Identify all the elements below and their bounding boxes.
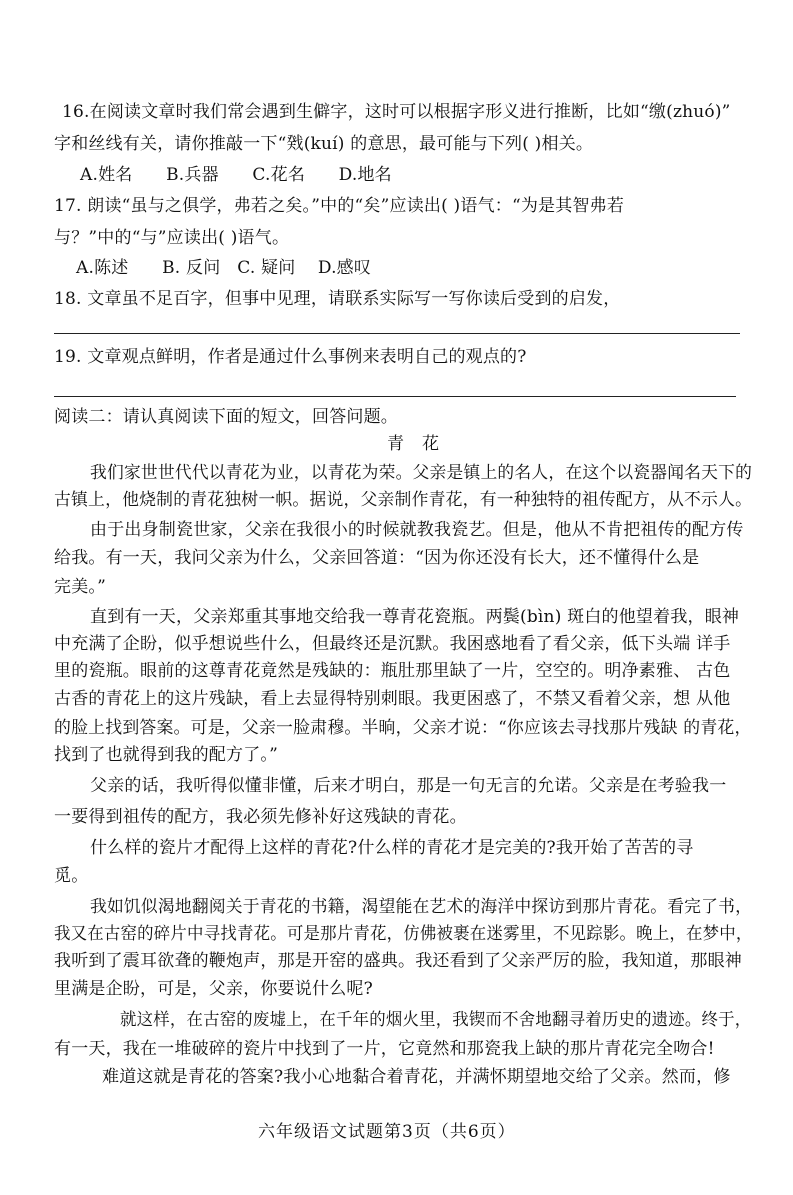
- passage-line: 觅。: [54, 866, 89, 886]
- passage-title: 青花: [387, 434, 457, 454]
- passage-line: 古镇上，他烧制的青花独树一帜。据说，父亲制作青花，有一种独特的祖传配方，从不示人。: [54, 490, 753, 510]
- q17-line2: 与？”中的“与”应读出( )语气。: [54, 228, 290, 248]
- passage-line: 我如饥似渴地翻阅关于青花的书籍，渴望能在艺术的海洋中探访到那片青花。看完了书，: [90, 897, 753, 917]
- passage-line: 什么样的瓷片才配得上这样的青花?什么样的青花才是完美的?我开始了苦苦的寻: [90, 838, 694, 858]
- passage-line: 有一天，我在一堆破碎的瓷片中找到了一片，它竟然和那瓷我上缺的那片青花完全吻合!: [54, 1039, 715, 1059]
- passage-line: 由于出身制瓷世家，父亲在我很小的时候就教我瓷艺。但是，他从不肯把祖传的配方传: [90, 520, 744, 540]
- passage-line: 我们家世世代代以青花为业，以青花为荣。父亲是镇上的名人，在这个以瓷器闻名天下的: [90, 463, 753, 483]
- passage-line: 完美。”: [54, 577, 106, 597]
- q19-text: 19. 文章观点鲜明，作者是通过什么事例来表明自己的观点的?: [54, 347, 527, 367]
- passage-line: 古香的青花上的这片残缺，看上去显得特别刺眼。我更困惑了，不禁又看着父亲，想 从他: [54, 689, 731, 709]
- q18-answer-line[interactable]: [54, 333, 740, 334]
- reading2-intro: 阅读二：请认真阅读下面的短文，回答问题。: [54, 407, 398, 427]
- q17-line1: 17. 朗读“虽与之俱学，弗若之矣。”中的“矣”应读出( )语气：“为是其智弗若: [54, 196, 625, 216]
- passage-line: 给我。有一天，我问父亲为什么，父亲回答道：“因为你还没有长大，还不懂得什么是: [54, 548, 700, 568]
- passage-line: 里满是企盼，可是，父亲，你要说什么呢?: [54, 979, 373, 999]
- passage-line: 我又在古窑的碎片中寻找青花。可是那片青花，仿佛被裹在迷雾里，不见踪影。晚上，在梦中，: [54, 924, 753, 944]
- passage-line: 直到有一天，父亲郑重其事地交给我一尊青花瓷瓶。两鬓(bìn) 斑白的他望着我，眼神: [90, 607, 740, 627]
- passage-line: 难道这就是青花的答案?我小心地黏合着青花，并满怀期望地交给了父亲。然而，修: [102, 1067, 731, 1087]
- passage-line: 中充满了企盼，似乎想说些什么，但最终还是沉默。我困惑地看了看父亲，低下头端 详手: [54, 634, 731, 654]
- q19-answer-line[interactable]: [54, 396, 736, 397]
- passage-line: 的脸上找到答案。可是，父亲一脸肃穆。半晌，父亲才说：“你应该去寻找那片残缺 的青花，: [54, 718, 752, 738]
- passage-line: 就这样，在古窑的废墟上，在千年的烟火里，我锲而不舍地翻寻着历史的遗迹。终于，: [120, 1010, 752, 1030]
- q17-options: A.陈述 B. 反问 C. 疑问 D.感叹: [76, 258, 372, 278]
- passage-line: 我听到了震耳欲聋的鞭炮声，那是开窑的盛典。我还看到了父亲严厉的脸，我知道，那眼神: [54, 951, 742, 971]
- passage-line: 里的瓷瓶。眼前的这尊青花竟然是残缺的：瓶肚那里缺了一片，空空的。明净素雅、 古色: [54, 661, 731, 681]
- passage-line: 一要得到祖传的配方，我必须先修补好这残缺的青花。: [54, 807, 467, 827]
- q16-line1: 16.在阅读文章时我们常会遇到生僻字，这时可以根据字形义进行推断，比如“缴(zhuó)”: [62, 102, 731, 122]
- passage-line: 父亲的话，我听得似懂非懂，后来才明白，那是一句无言的允诺。父亲是在考验我一: [90, 776, 727, 796]
- q16-line2: 字和丝线有关，请你推敲一下“戣(kuí) 的意思，最可能与下列( )相关。: [54, 134, 594, 154]
- page-footer: 六年级语文试题第3页（共6页）: [258, 1122, 516, 1142]
- passage-line: 找到了也就得到我的配方了。”: [54, 745, 278, 765]
- q16-options: A.姓名 B.兵器 C.花名 D.地名: [80, 165, 392, 185]
- q18-text: 18. 文章虽不足百字，但事中见理，请联系实际写一写你读后受到的启发，: [54, 289, 621, 309]
